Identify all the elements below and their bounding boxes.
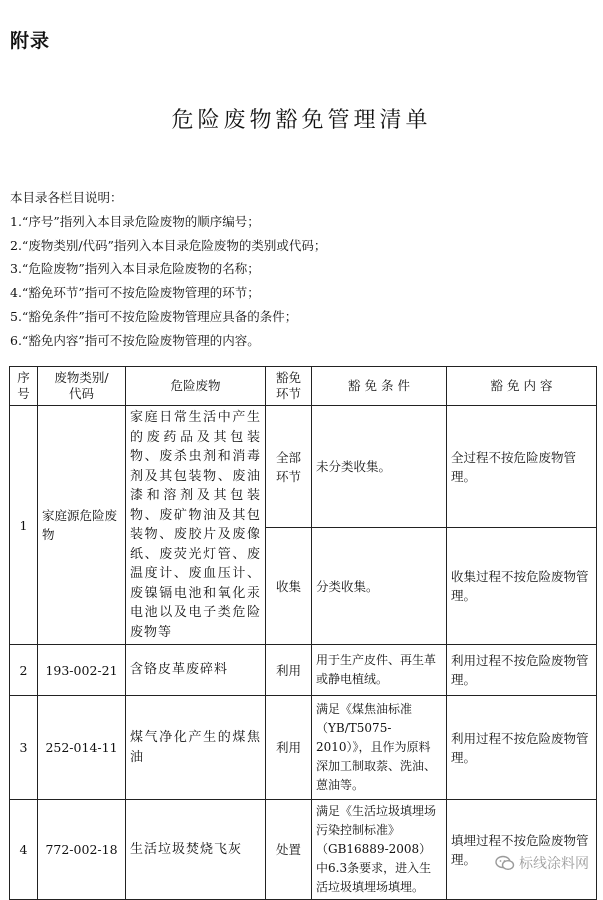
- header-hazard: 危险废物: [126, 367, 266, 406]
- row-category: 772-002-18: [38, 800, 126, 900]
- column-note-item: 2.“废物类别/代码”指列入本目录危险废物的类别或代码；: [10, 237, 327, 253]
- row-category: 193-002-21: [38, 645, 126, 696]
- row-seq: 4: [10, 800, 38, 900]
- watermark: [495, 853, 589, 873]
- header-category-line2: 代码: [68, 386, 94, 401]
- column-note-item: 1.“序号”指列入本目录危险废物的顺序编号；: [10, 213, 260, 229]
- row-seq: 3: [10, 696, 38, 800]
- wechat-icon: [495, 855, 515, 871]
- row-hazard: 家庭日常生活中产生的废药品及其包装物、废杀虫剂和消毒剂及其包装物、废油漆和溶剂及其包装物、废矿物油及其包装物、废胶片及废像纸、废荧光灯管、废温度计、废血压计、废镍镉电池和氧化汞电池以及电子类危险废物等: [126, 406, 266, 645]
- column-note-item: 3.“危险废物”指列入本目录危险废物的名称；: [10, 261, 260, 277]
- row-seq: 2: [10, 645, 38, 696]
- header-content: 豁 免 内 容: [447, 367, 597, 406]
- row-category: 家庭源危险废物: [38, 406, 126, 645]
- appendix-label: 附录: [10, 30, 51, 52]
- row-content: 填埋过程不按危险废物管理。: [447, 800, 597, 900]
- header-category: [38, 367, 126, 406]
- row-content: 收集过程不按危险废物管理。: [447, 528, 597, 645]
- watermark-text: 标线涂料网: [519, 856, 589, 872]
- header-category-line1: 废物类别/: [54, 370, 109, 385]
- document-title: 危险废物豁免管理清单: [171, 108, 432, 133]
- header-condition: 豁 免 条 件: [312, 367, 447, 406]
- column-note-item: 5.“豁免条件”指可不按危险废物管理应具备的条件；: [10, 308, 298, 324]
- column-notes: [10, 186, 600, 353]
- exemption-table: [9, 366, 597, 900]
- row-hazard: 煤气净化产生的煤焦油: [126, 696, 266, 800]
- row-condition: 用于生产皮件、再生革或静电植绒。: [312, 645, 447, 696]
- row-content: 利用过程不按危险废物管理。: [447, 645, 597, 696]
- header-stage: 豁免环节: [266, 367, 312, 406]
- row-seq: 1: [10, 406, 38, 645]
- table-header-row: [10, 367, 597, 406]
- row-stage: 利用: [266, 696, 312, 800]
- column-note-item: 4.“豁免环节”指可不按危险废物管理的环节；: [10, 285, 260, 301]
- column-notes-heading: 本目录各栏目说明：: [10, 190, 123, 205]
- row-hazard: 含铬皮革废碎料: [126, 645, 266, 696]
- row-category: 252-014-11: [38, 696, 126, 800]
- row-condition: 分类收集。: [312, 528, 447, 645]
- row-stage: 收集: [266, 528, 312, 645]
- row-condition: 满足《煤焦油标准（YB/T5075-2010）》，且作为原料深加工制取萘、洗油、蒽油等。: [312, 696, 447, 800]
- row-content: 全过程不按危险废物管理。: [447, 406, 597, 528]
- table-row: [10, 800, 597, 900]
- row-hazard: 生活垃圾焚烧飞灰: [126, 800, 266, 900]
- row-stage: 处置: [266, 800, 312, 900]
- row-content: 利用过程不按危险废物管理。: [447, 696, 597, 800]
- row-condition: 未分类收集。: [312, 406, 447, 528]
- table-row: [10, 406, 597, 528]
- table-row: [10, 696, 597, 800]
- table-row: [10, 645, 597, 696]
- column-note-item: 6.“豁免内容”指可不按危险废物管理的内容。: [10, 332, 260, 348]
- row-stage: 全部环节: [266, 406, 312, 528]
- row-condition: 满足《生活垃圾填埋场污染控制标准》（GB16889-2008）中6.3条要求，进入生活垃圾填埋场填埋。: [312, 800, 447, 900]
- header-seq: 序号: [10, 367, 38, 406]
- row-stage: 利用: [266, 645, 312, 696]
